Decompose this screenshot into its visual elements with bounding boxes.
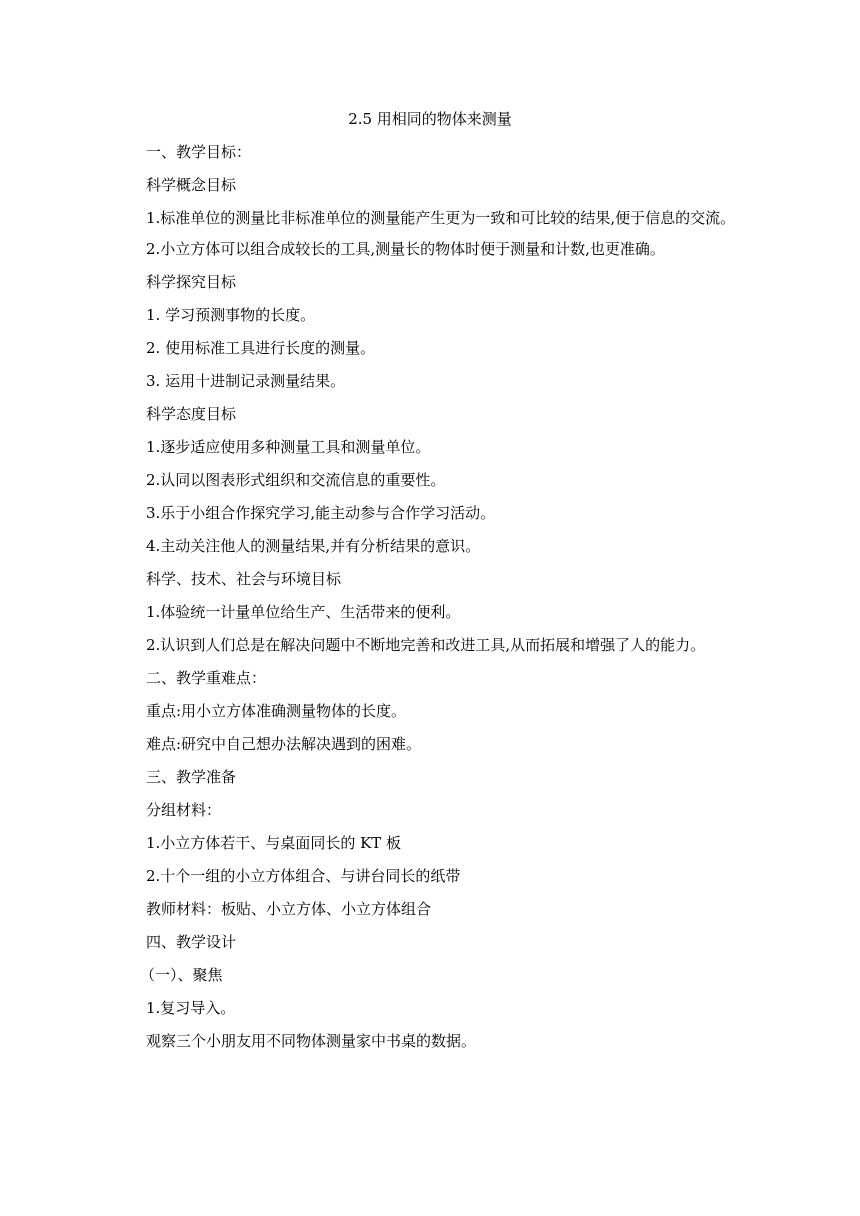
section-heading-objectives: 一、教学目标： bbox=[146, 143, 252, 161]
paragraph-observe-data: 观察三个小朋友用不同物体测量家中书桌的数据。 bbox=[146, 1032, 477, 1050]
subheading-concept-goals: 科学概念目标 bbox=[146, 176, 237, 194]
subheading-stse-goals: 科学、技术、社会与环境目标 bbox=[146, 570, 342, 588]
section-heading-design: 四、教学设计 bbox=[146, 933, 237, 951]
paragraph-concept-1: 1.标准单位的测量比非标准单位的测量能产生更为一致和可比较的结果,便于信息的交流。 bbox=[146, 209, 736, 227]
paragraph-stse-1: 1.体验统一计量单位给生产、生活带来的便利。 bbox=[146, 603, 461, 621]
paragraph-difficult-point: 难点:研究中自己想办法解决遇到的困难。 bbox=[146, 735, 422, 753]
document-body bbox=[116, 141, 744, 1063]
section-heading-preparation: 三、教学准备 bbox=[146, 768, 237, 786]
paragraph-inquiry-3: 3. 运用十进制记录测量结果。 bbox=[146, 372, 346, 390]
paragraph-review-intro: 1.复习导入。 bbox=[146, 999, 236, 1017]
subheading-attitude-goals: 科学态度目标 bbox=[146, 405, 237, 423]
paragraph-key-point: 重点:用小立方体准确测量物体的长度。 bbox=[146, 702, 407, 720]
subheading-group-materials: 分组材料： bbox=[146, 801, 222, 819]
document-title: 2.5 用相同的物体来测量 bbox=[348, 110, 512, 128]
paragraph-attitude-2: 2.认同以图表形式组织和交流信息的重要性。 bbox=[146, 471, 446, 489]
paragraph-concept-2: 2.小立方体可以组合成较长的工具,测量长的物体时便于测量和计数,也更准确。 bbox=[146, 240, 665, 258]
section-heading-key-points: 二、教学重难点： bbox=[146, 669, 267, 687]
paragraph-teacher-materials: 教师材料：板贴、小立方体、小立方体组合 bbox=[146, 900, 432, 918]
paragraph-material-2: 2.十个一组的小立方体组合、与讲台同长的纸带 bbox=[146, 867, 461, 885]
paragraph-attitude-1: 1.逐步适应使用多种测量工具和测量单位。 bbox=[146, 438, 431, 456]
paragraph-inquiry-2: 2. 使用标准工具进行长度的测量。 bbox=[146, 339, 376, 357]
paragraph-attitude-3: 3.乐于小组合作探究学习,能主动参与合作学习活动。 bbox=[146, 504, 496, 522]
paragraph-material-1: 1.小立方体若干、与桌面同长的 KT 板 bbox=[146, 834, 402, 852]
paragraph-stse-2: 2.认识到人们总是在解决问题中不断地完善和改进工具,从而拓展和增强了人的能力。 bbox=[146, 636, 706, 654]
subheading-focus: （一）、聚焦 bbox=[140, 966, 223, 984]
paragraph-attitude-4: 4.主动关注他人的测量结果,并有分析结果的意识。 bbox=[146, 537, 481, 555]
paragraph-inquiry-1: 1. 学习预测事物的长度。 bbox=[146, 306, 316, 324]
subheading-inquiry-goals: 科学探究目标 bbox=[146, 273, 237, 291]
